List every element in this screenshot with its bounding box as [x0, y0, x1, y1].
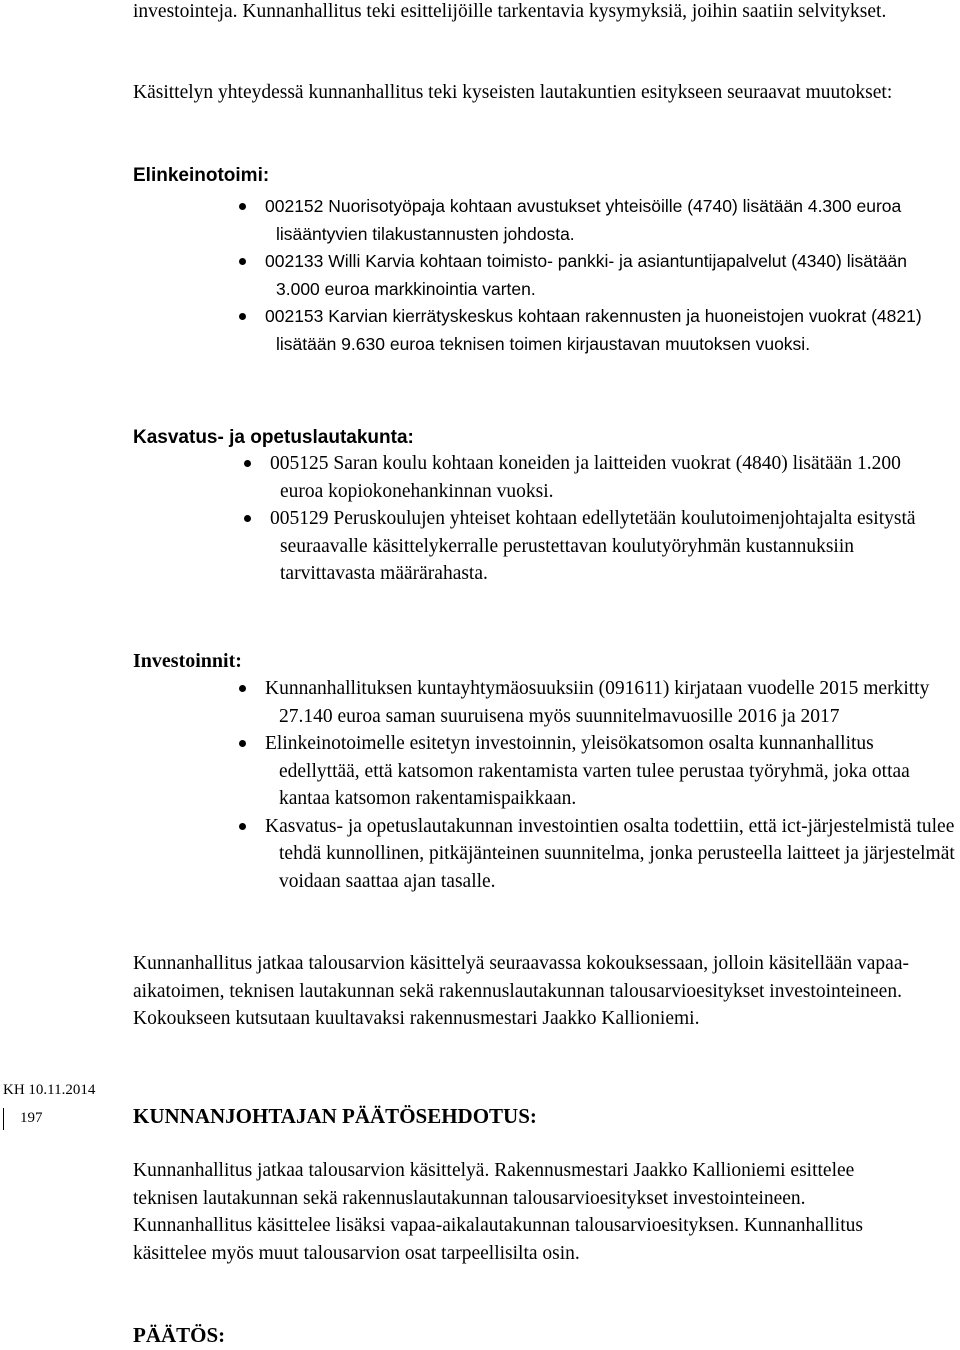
list-item: Kunnanhallituksen kuntayhtymäosuuksiin (091611) kirjataan vuodelle 2015 merkitty 27.140 euroa saman suuruisena myös suunnitelmavuosille 2016 ja 2017: [265, 675, 955, 730]
section-number: 197: [3, 1108, 43, 1130]
meeting-reference: KH 10.11.2014: [3, 1082, 96, 1098]
kasvatus-list: [270, 450, 935, 588]
bullet-icon: [239, 685, 246, 692]
list-item: 005129 Peruskoulujen yhteiset kohtaan edellytetään koulutoimenjohtajalta esitystä seuraavalle käsittelykerralle perustettavan koulutyöryhmän kustannuksiin tarvittavasta määrärahasta.: [270, 505, 935, 588]
list-item: 005125 Saran koulu kohtaan koneiden ja laitteiden vuokrat (4840) lisätään 1.200 euroa kopiokonehankinnan vuoksi.: [270, 450, 935, 505]
continuation-paragraph: Kunnanhallitus jatkaa talousarvion käsittelyä seuraavassa kokouksessaan, jolloin käsitellään vapaa-aikatoimen, teknisen lautakunnan sekä rakennuslautakunnan talousarvioesitykset investointeineen. Kokoukseen kutsutaan kuultavaksi rakennusmestari Jaakko Kallioniemi.: [133, 953, 909, 1029]
bullet-icon: [239, 313, 246, 320]
bullet-icon: [239, 258, 246, 265]
proposal-heading: KUNNANJOHTAJAN PÄÄTÖSEHDOTUS:: [133, 1104, 537, 1128]
changes-intro: Käsittelyn yhteydessä kunnanhallitus teki kyseisten lautakuntien esitykseen seuraavat muutokset:: [133, 82, 893, 103]
list-item: 002133 Willi Karvia kohtaan toimisto- pankki- ja asiantuntijapalvelut (4340) lisätään 3.000 euroa markkinointia varten.: [265, 248, 945, 303]
list-item: Kasvatus- ja opetuslautakunnan investointien osalta todettiin, että ict-järjestelmistä tulee tehdä kunnollinen, pitkäjänteinen suunnitelma, jonka perusteella laitteet ja järjestelmät voidaan saattaa ajan tasalle.: [265, 813, 955, 896]
decision-heading: PÄÄTÖS:: [133, 1323, 226, 1347]
list-item: Elinkeinotoimelle esitetyn investoinnin, yleisökatsomon osalta kunnanhallitus edellyttää, että katsomon rakentamista varten tulee perustaa työryhmä, joka ottaa kantaa katsomon rakentamispaikkaan.: [265, 730, 955, 813]
bullet-icon: [239, 823, 246, 830]
bullet-icon: [239, 740, 246, 747]
investoinnit-heading: Investoinnit:: [133, 650, 242, 672]
proposal-text: Kunnanhallitus jatkaa talousarvion käsittelyä. Rakennusmestari Jaakko Kallioniemi esittelee teknisen lautakunnan sekä rakennuslautakunnan talousarvioesitykset investointeineen. Kunnanhallitus käsittelee lisäksi vapaa-aikalautakunnan talousarvioesityksen. Kunnanhallitus käsittelee myös muut talousarvion osat tarpeellisilta osin.: [133, 1160, 863, 1264]
elinkeinotoimi-heading: Elinkeinotoimi:: [133, 165, 270, 186]
bullet-icon: [239, 203, 246, 210]
intro-continuation: investointeja. Kunnanhallitus teki esittelijöille tarkentavia kysymyksiä, joihin saatiin selvitykset.: [133, 1, 887, 22]
bullet-icon: [244, 460, 251, 467]
bullet-icon: [244, 515, 251, 522]
list-item: 002152 Nuorisotyöpaja kohtaan avustukset yhteisöille (4740) lisätään 4.300 euroa lisääntyvien tilakustannusten johdosta.: [265, 193, 945, 248]
investoinnit-list: [265, 675, 955, 895]
elinkeinotoimi-list: [265, 193, 945, 358]
list-item: 002153 Karvian kierrätyskeskus kohtaan rakennusten ja huoneistojen vuokrat (4821) lisätään 9.630 euroa teknisen toimen kirjaustavan muutoksen vuoksi.: [265, 303, 945, 358]
kasvatus-heading: Kasvatus- ja opetuslautakunta:: [133, 427, 414, 448]
